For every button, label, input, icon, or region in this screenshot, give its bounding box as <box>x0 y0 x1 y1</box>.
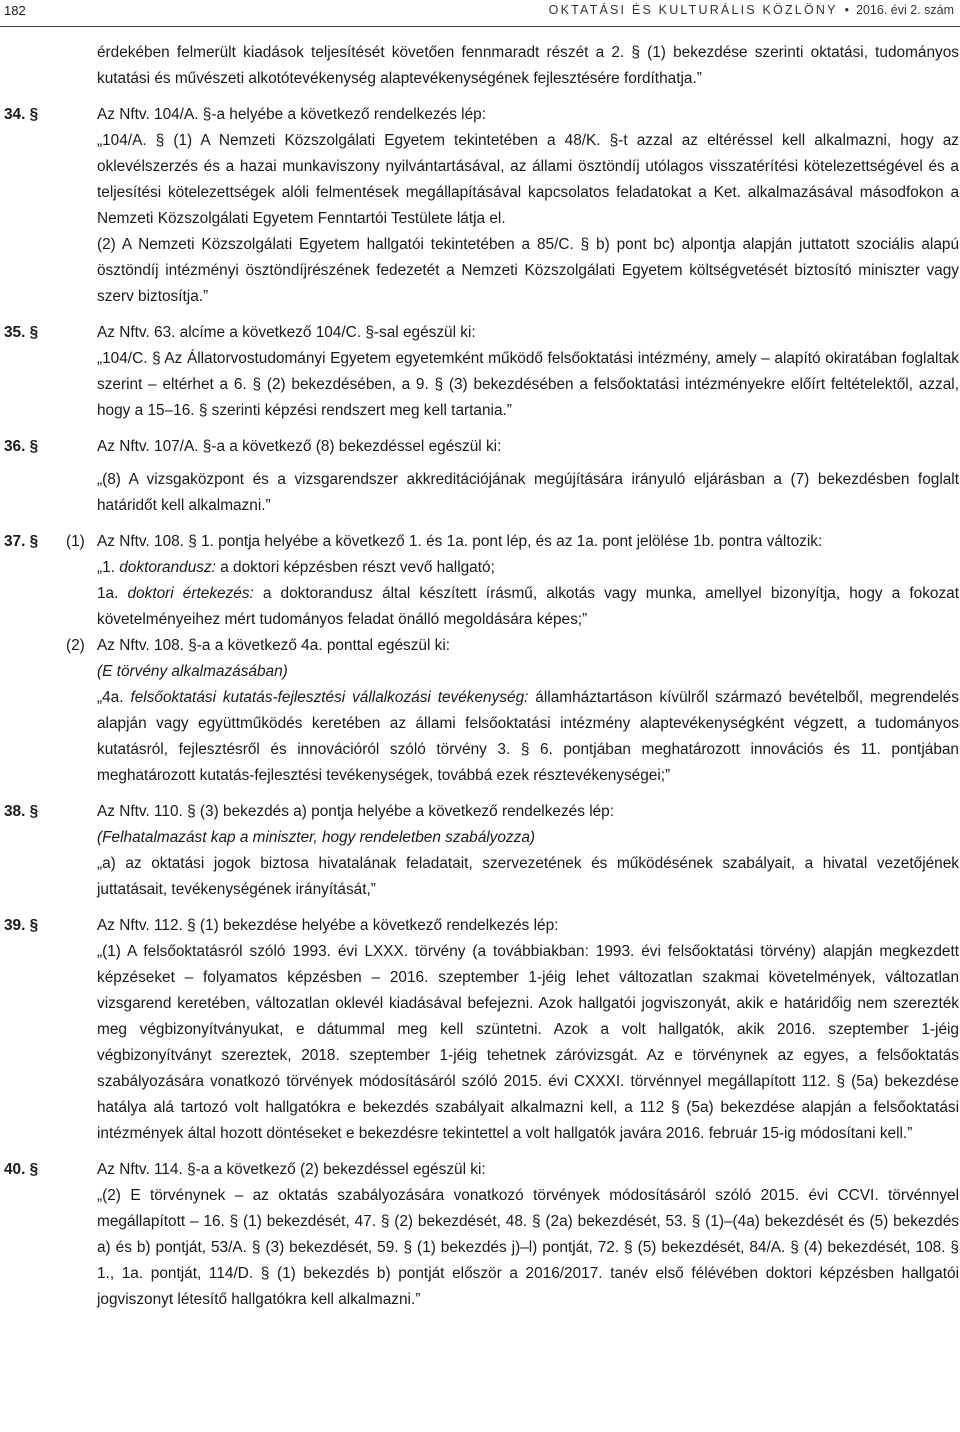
amendment-text: „(1) A felsőoktatásról szóló 1993. évi LXXX. törvény (a továbbiakban: 1993. évi felsőoktatási törvény) alapján megkezdett képzéseket – folyamatos képzésben – 2016. szeptember 1-jéig lehet változatlan szakmai követelmények, változatlan vizsgarend keretében, változatlan oklevél kiadásával befejezni. Azok hallgatói jogviszonyát, akik e határidőig nem szerezték meg végbizonyítványukat, e dátummal meg kell szüntetni. Azok a volt hallgatók, akik 2016. szeptember 1-jéig végbizonyítványt szereztek, 2018. szeptember 1-jéig tehetnek záróvizsgát. Az e törvénynek az egyes, a felsőoktatás szabályozására vonatkozó törvények módosításáról szóló 2015. évi CXXXI. törvénnyel megállapított 112. § (5a) bekezdése hatálya alá tartozó volt hallgatókra e bekezdés szabályait alkalmazni kell, a 112 § (5a) bekezdése alapján a felsőoktatási intézmények által hozott döntéseket e bekezdésre tekintettel a volt hallgatók javára 2016. február 15-ig módosítani kell.” <box>97 943 959 1142</box>
section-number: 37. § <box>4 533 39 550</box>
section-39 <box>0 913 960 1147</box>
subsection-2 <box>0 633 960 659</box>
amendment-text: (2) A Nemzeti Közszolgálati Egyetem hallgatói tekintetében a 85/C. § b) pont bc) alpontja alapján juttatott szociális alapú ösztöndíj intézményi ösztöndíjrészének fedezetét a Nemzeti Közszolgálati Egyetem költségvetését biztosító miniszter vagy szerv biztosítja.” <box>97 236 959 305</box>
italic-heading: (Felhatalmazást kap a miniszter, hogy rendeletben szabályozza) <box>97 829 536 846</box>
section-intro: Az Nftv. 114. §-a a következő (2) bekezdéssel egészül ki: <box>97 1161 486 1178</box>
section-38 <box>0 799 960 903</box>
amendment-text: „a) az oktatási jogok biztosa hivatalának feladatait, szervezetének és működésének szabályait, a hivatal vezetőjének juttatásait, tevékenységének irányítását,” <box>97 855 959 898</box>
section-37 <box>0 529 960 789</box>
section-intro: Az Nftv. 108. § 1. pontja helyébe a következő 1. és 1a. pont lép, és az 1a. pont jelölése 1b. pontra változik: <box>97 533 823 550</box>
subsection-number: (1) <box>66 533 85 550</box>
section-35 <box>0 320 960 424</box>
definition-kutatas-fejlesztes: „4a. felsőoktatási kutatás-fejlesztési vállalkozási tevékenység: államháztartáson kívülről származó bevételből, megrendelés alapján vagy együttműködés keretében az állami felsőoktatási intézmény alaptevékenységként végzett, a tudományos kutatásról, fejlesztésről és innovációról szóló törvény 3. § 6. pontjában meghatározott innovációs és 11. pontjában meghatározott kutatás-fejlesztési tevékenységek, továbbá ezek résztevékenységei;” <box>97 689 960 784</box>
section-number: 35. § <box>4 324 39 341</box>
section-intro: Az Nftv. 110. § (3) bekezdés a) pontja helyébe a következő rendelkezés lép: <box>97 803 615 820</box>
section-intro: Az Nftv. 108. §-a a következő 4a. ponttal egészül ki: <box>97 637 451 654</box>
section-34 <box>0 102 960 310</box>
definition-doktori-ertekezes: 1a. doktori értekezés: a doktorandusz által készített írásmű, alkotás vagy munka, amellyel bizonyítja, hogy a fokozat követelményeihez mért tudományos feladat önálló megoldására képes;” <box>97 585 959 628</box>
italic-heading: (E törvény alkalmazásában) <box>97 663 288 680</box>
page-number: 182 <box>4 3 26 18</box>
section-number: 40. § <box>4 1161 39 1178</box>
section-intro: Az Nftv. 107/A. §-a a következő (8) bekezdéssel egészül ki: <box>97 438 502 455</box>
section-intro: Az Nftv. 104/A. §-a helyébe a következő rendelkezés lép: <box>97 106 486 123</box>
issue-label: 2016. évi 2. szám <box>856 3 954 17</box>
page-header <box>0 0 960 27</box>
section-intro: Az Nftv. 112. § (1) bekezdése helyébe a következő rendelkezés lép: <box>97 917 559 934</box>
amendment-text: „104/A. § (1) A Nemzeti Közszolgálati Egyetem tekintetében a 48/K. §-t azzal az eltéréssel kell alkalmazni, hogy az oklevélszerzés és a hazai munkaviszony nyilvántartásával, az állami ösztöndíj utólagos visszatérítési kötelezettségével és a teljesítési kötelezettségek alóli felmentések megállapításával kapcsolatos feladatokat a Ket. alkalmazásával másodfokon a Nemzeti Közszolgálati Egyetem Fenntartói Testülete látja el. <box>97 132 959 227</box>
section-40 <box>0 1157 960 1313</box>
amendment-text: „(2) E törvénynek – az oktatás szabályozására vonatkozó törvények módosításáról szóló 2015. évi CCVI. törvénnyel megállapított – 16. § (1) bekezdését, 47. § (2) bekezdését, 48. § (2a) bekezdését, 53. § (1)–(4a) bekezdését és (5) bekezdés a) és b) pontját, 53/A. § (3) bekezdését, 59. § (1) bekezdés j)–l) pontját, 72. § (5) bekezdését, 84/A. § (4) bekezdését, 108. § 1., 1a. pontját, 114/D. § (1) bekezdés b) pontját először a 2016/2017. tanév első félévében doktori képzésben hallgatói jogviszonyt létesítő hallgatókra kell alkalmazni.” <box>97 1187 959 1308</box>
section-number: 39. § <box>4 917 39 934</box>
amendment-text: „(8) A vizsgaközpont és a vizsgarendszer akkreditációjának megújítására irányuló eljárásban a (7) bekezdésben foglalt határidőt kell alkalmazni.” <box>97 471 959 514</box>
amendment-text: „104/C. § Az Állatorvostudományi Egyetem egyetemként működő felsőoktatási intézmény, amely – alapító okiratában foglaltak szerint – eltérhet a 6. § (2) bekezdésében, a 9. § (3) bekezdésében a felsőoktatási intézményekre előírt feltételektől, azzal, hogy a 15–16. § szerinti képzési rendszert meg kell tartania.” <box>97 350 959 419</box>
journal-title <box>549 3 954 17</box>
subsection-number: (2) <box>66 637 85 654</box>
definition-doktorandusz: „1. doktorandusz: a doktori képzésben részt vevő hallgató; <box>97 559 495 576</box>
journal-name: OKTATÁSI ÉS KULTURÁLIS KÖZLÖNY <box>548 3 838 17</box>
section-intro: Az Nftv. 63. alcíme a következő 104/C. §-sal egészül ki: <box>97 324 476 341</box>
header-bullet: • <box>844 3 850 17</box>
section-36 <box>0 434 960 519</box>
section-number: 38. § <box>4 803 39 820</box>
section-number: 36. § <box>4 438 39 455</box>
document-body <box>0 40 960 1313</box>
section-number: 34. § <box>4 106 39 123</box>
intro-paragraph: érdekében felmerült kiadások teljesítését követően fennmaradt részét a 2. § (1) bekezdése szerinti oktatási, tudományos kutatási és művészeti alkotótevékenység alaptevékenységének fejlesztésére fordíthatja.” <box>97 44 959 87</box>
